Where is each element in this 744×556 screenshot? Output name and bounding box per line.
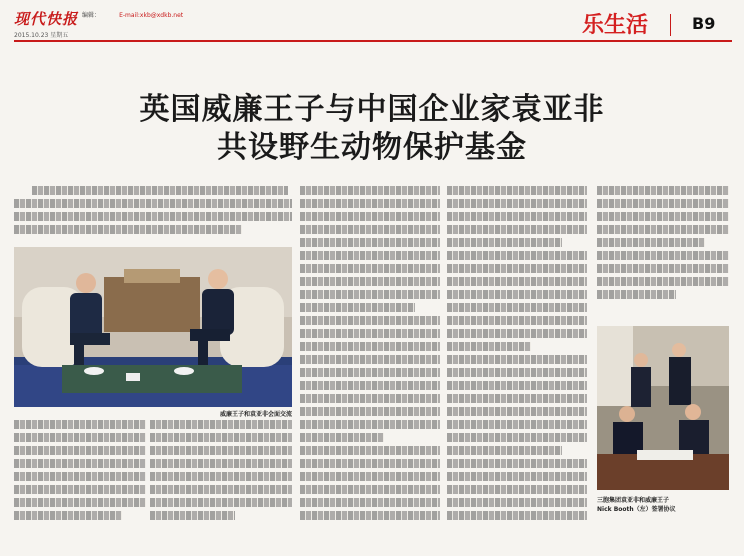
- masthead-contact: [82, 10, 183, 19]
- signing-photo-image: [597, 326, 729, 490]
- masthead-date: [14, 30, 68, 39]
- editor-label: 编辑：: [82, 12, 101, 19]
- weekday-text: 星期五: [50, 32, 69, 39]
- photo-meeting: [14, 247, 292, 407]
- photo-signing-caption: [597, 496, 729, 514]
- photo-signing-caption-line-1: 三胞集团袁亚非和威廉王子: [597, 497, 670, 504]
- photo-meeting-caption: 威廉王子和袁亚非会面交流: [219, 411, 292, 418]
- masthead-rule: [14, 40, 732, 42]
- article-col-2: [150, 420, 292, 532]
- paper-name: 现代快报: [14, 10, 79, 28]
- photo-signing-caption-line-2: Nick Booth（左）签署协议: [597, 506, 676, 513]
- email-text: E-mail:xkb@xdkb.net: [119, 12, 184, 19]
- article-col-5: [597, 186, 729, 320]
- page-divider: [670, 14, 671, 36]
- headline-line-2: 共设野生动物保护基金: [217, 130, 527, 165]
- article-col-3: [300, 186, 440, 532]
- article-col-4: [447, 186, 587, 532]
- meeting-photo-image: [14, 247, 292, 407]
- article-col-1: [14, 420, 146, 532]
- headline-line-1: 英国威廉王子与中国企业家袁亚非: [139, 92, 605, 127]
- section-label: 乐生活: [582, 13, 649, 38]
- page-number: B9: [692, 14, 716, 33]
- photo-signing: [597, 326, 729, 490]
- date-text: 2015.10.23: [14, 32, 49, 39]
- article-intro: [14, 186, 292, 242]
- masthead: [14, 8, 732, 54]
